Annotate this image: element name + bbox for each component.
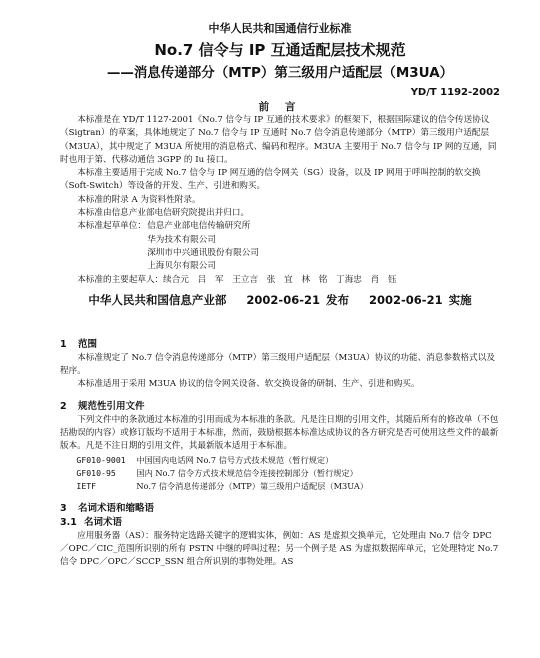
section-paragraph: 下列文件中的条款通过本标准的引用而成为本标准的条款。凡是注日期的引用文件，其随后所有的修改单（不包括勘误的内容）或修订版均不适用于本标准，然而，鼓励根据本标准达成协议的各方研究是否可使用这些文件的最新版本。凡是不注日期的引用文件，其最新版本适用于本标准。 (60, 414, 499, 452)
drafting-unit: 信息产业部电信传输研究所 (147, 221, 251, 232)
drafting-unit: 深圳市中兴通讯股份有限公司 (147, 247, 259, 258)
section-paragraph: 应用服务器（AS）：服务特定选路关键字的逻辑实体，例如：AS 是虚拟交换单元，它处理由 No.7 信令 DPC／OPC／CIC_范围所识别的所有 PSTN 中继的呼叫过程；另一个例子是 AS 为虚拟数据库单元，它处理特定 No.7 信令 DPC／OPC／SCCP_SSN 组合所识别的事物处理。AS (60, 530, 499, 568)
section-heading: 1 范围 (60, 338, 98, 350)
drafters-line: 本标准的主要起草人：续合元 吕 军 王立言 张 宜 林 铭 丁海忠 肖 钰 (77, 274, 397, 285)
drafting-unit: 上海贝尔有限公司 (147, 261, 216, 272)
section-heading: 2 规范性引用文件 (60, 400, 145, 412)
reference-row: GF010-9001 中国国内电话网 No.7 信号方式技术规范（暂行规定） (76, 454, 334, 465)
publish-date: 2002-06-21 发布 (246, 292, 349, 307)
issuer-line: 中华人民共和国通信行业标准 (208, 22, 352, 35)
standard-number: YD/T 1192-2002 (410, 87, 500, 98)
subsection-heading: 3.1 名词术语 (60, 516, 123, 528)
foreword-heading: 前 言 (258, 101, 302, 113)
reference-list (60, 454, 500, 494)
reference-row: GF010-95 国内 No.7 信令方式技术规范信令连接控制部分（暂行规定） (76, 467, 358, 478)
standard-subtitle: ——消息传递部分（MTP）第三级用户适配层（M3UA） (106, 65, 454, 81)
drafting-units-label: 本标准起草单位： (77, 221, 146, 232)
section-heading: 3 名词术语和缩略语 (60, 502, 155, 514)
drafting-unit: 华为技术有限公司 (147, 234, 216, 245)
foreword-paragraph: 本标准由信息产业部电信研究院提出并归口。 (77, 208, 250, 219)
implement-date: 2002-06-21 实施 (369, 292, 472, 307)
section-paragraph: 本标准规定了 No.7 信令消息传递部分（MTP）第三级用户适配层（M3UA）协议的功能、消息参数格式以及程序。 (60, 352, 495, 377)
foreword-paragraph: 本标准的附录 A 为资料性附录。 (77, 194, 201, 205)
standard-title: No.7 信令与 IP 互通适配层技术规范 (154, 41, 406, 59)
publication-line (60, 291, 500, 309)
foreword-paragraph: 本标准主要适用于完成 No.7 信令与 IP 网互通的信令网关（SG）设备，以及 IP 网用于呼叫控制的软交换（Soft-Switch）等设备的开发、生产、引进和购买。 (60, 168, 481, 192)
reference-row: IETF No.7 信令消息传递部分（MTP）第三级用户适配层（M3UA） (76, 481, 369, 492)
section-paragraph: 本标准适用于采用 M3UA 协议的信令网关设备、软交换设备的研制、生产、引进和购买。 (77, 379, 420, 390)
foreword-paragraph: 本标准是在 YD/T 1127-2001《No.7 信令与 IP 互通的技术要求》的框架下，根据国际建议的信令传送协议（Sigtran）的草案，具体地规定了 No.7 信令与 IP 互通时 No.7 信令消息传递部分（MTP）第三级用户适配层（M3UA），其中规定了 M3UA 所使用的消息格式、编码和程序。M3UA 主要用于 No.7 信令与 IP 网的互通，同时也用于第、代移动通信 3GPP 的 Iu 接口。 (60, 115, 497, 165)
drafting-units (60, 220, 500, 273)
publisher: 中华人民共和国信息产业部 (88, 292, 227, 307)
